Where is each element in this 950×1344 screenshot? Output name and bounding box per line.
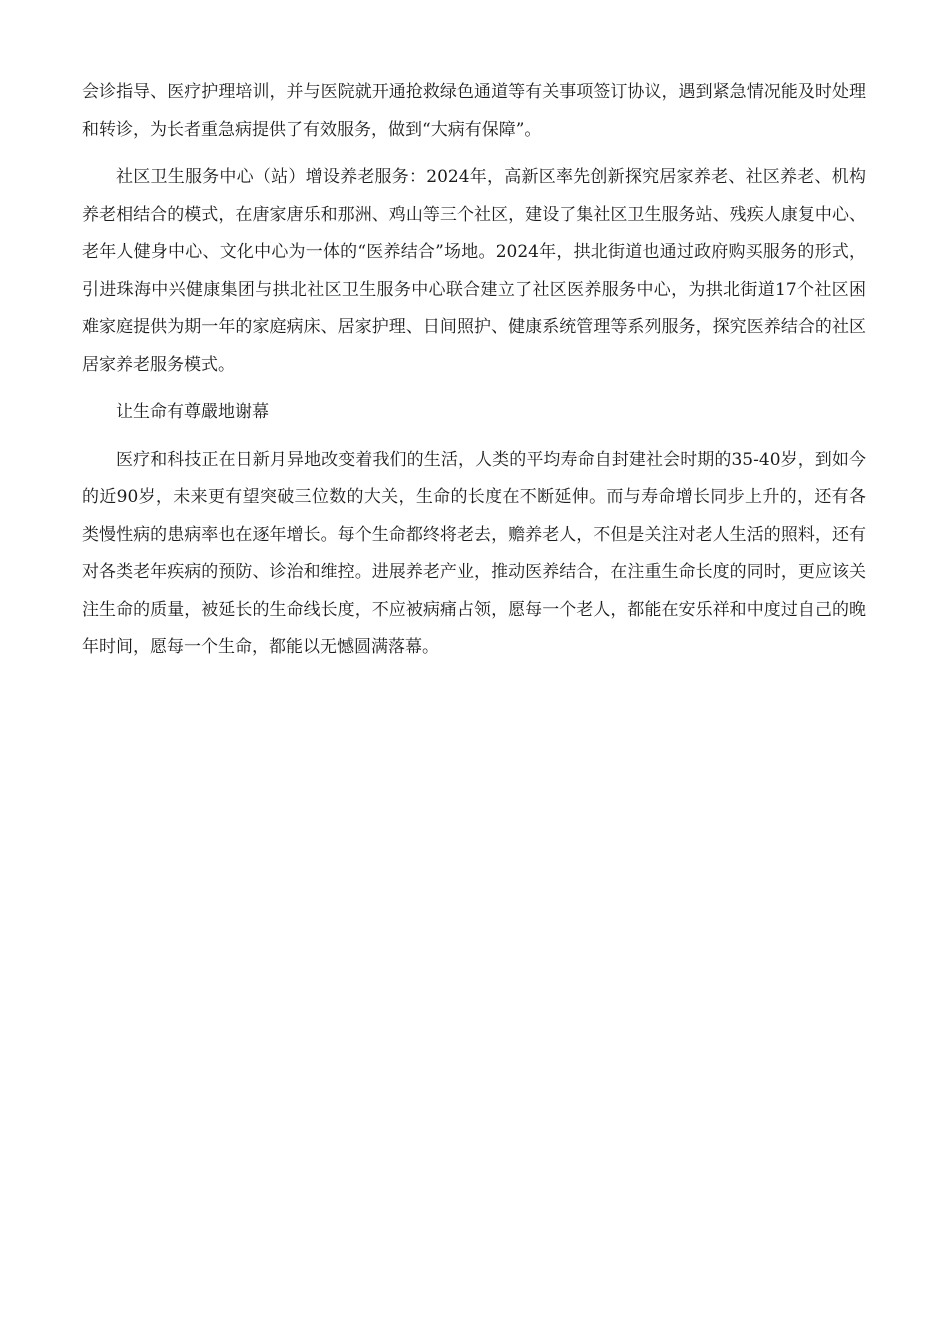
document-body <box>82 74 866 677</box>
paragraph-community-health-service: 社区卫生服务中心（站）增设养老服务：2024年，高新区率先创新探究居家养老、社区养老、机构养老相结合的模式，在唐家唐乐和那洲、鸡山等三个社区，建设了集社区卫生服务站、残疾人康复中心、老年人健身中心、文化中心为一体的“医养结合”场地。2024年，拱北街道也通过政府购买服务的形式，引进珠海中兴健康集团与拱北社区卫生服务中心联合建立了社区医养服务中心，为拱北街道17个社区困难家庭提供为期一年的家庭病床、居家护理、日间照护、健康系统管理等系列服务，探究医养结合的社区居家养老服务模式。 <box>82 167 866 375</box>
section-heading: 让生命有尊嚴地谢幕 <box>116 402 269 422</box>
paragraph-life-dignity: 医疗和科技正在日新月异地改变着我们的生活，人类的平均寿命自封建社会时期的35-40岁，到如今的近90岁，未来更有望突破三位数的大关，生命的长度在不断延伸。而与寿命增长同步上升的，还有各类慢性病的患病率也在逐年增长。每个生命都终将老去，赡养老人，不但是关注对老人生活的照料，还有对各类老年疾病的预防、诊治和维控。进展养老产业，推动医养结合，在注重生命长度的同时，更应该关注生命的质量，被延长的生命线长度，不应被病痛占领，愿每一个老人，都能在安乐祥和中度过自己的晚年时间，愿每一个生命，都能以无憾圆满落幕。 <box>82 449 866 657</box>
paragraph-continuation: 会诊指导、医疗护理培训，并与医院就开通抢救绿色通道等有关事项签订协议，遇到紧急情况能及时处理和转诊，为长者重急病提供了有效服务，做到“大病有保障”。 <box>82 82 866 140</box>
